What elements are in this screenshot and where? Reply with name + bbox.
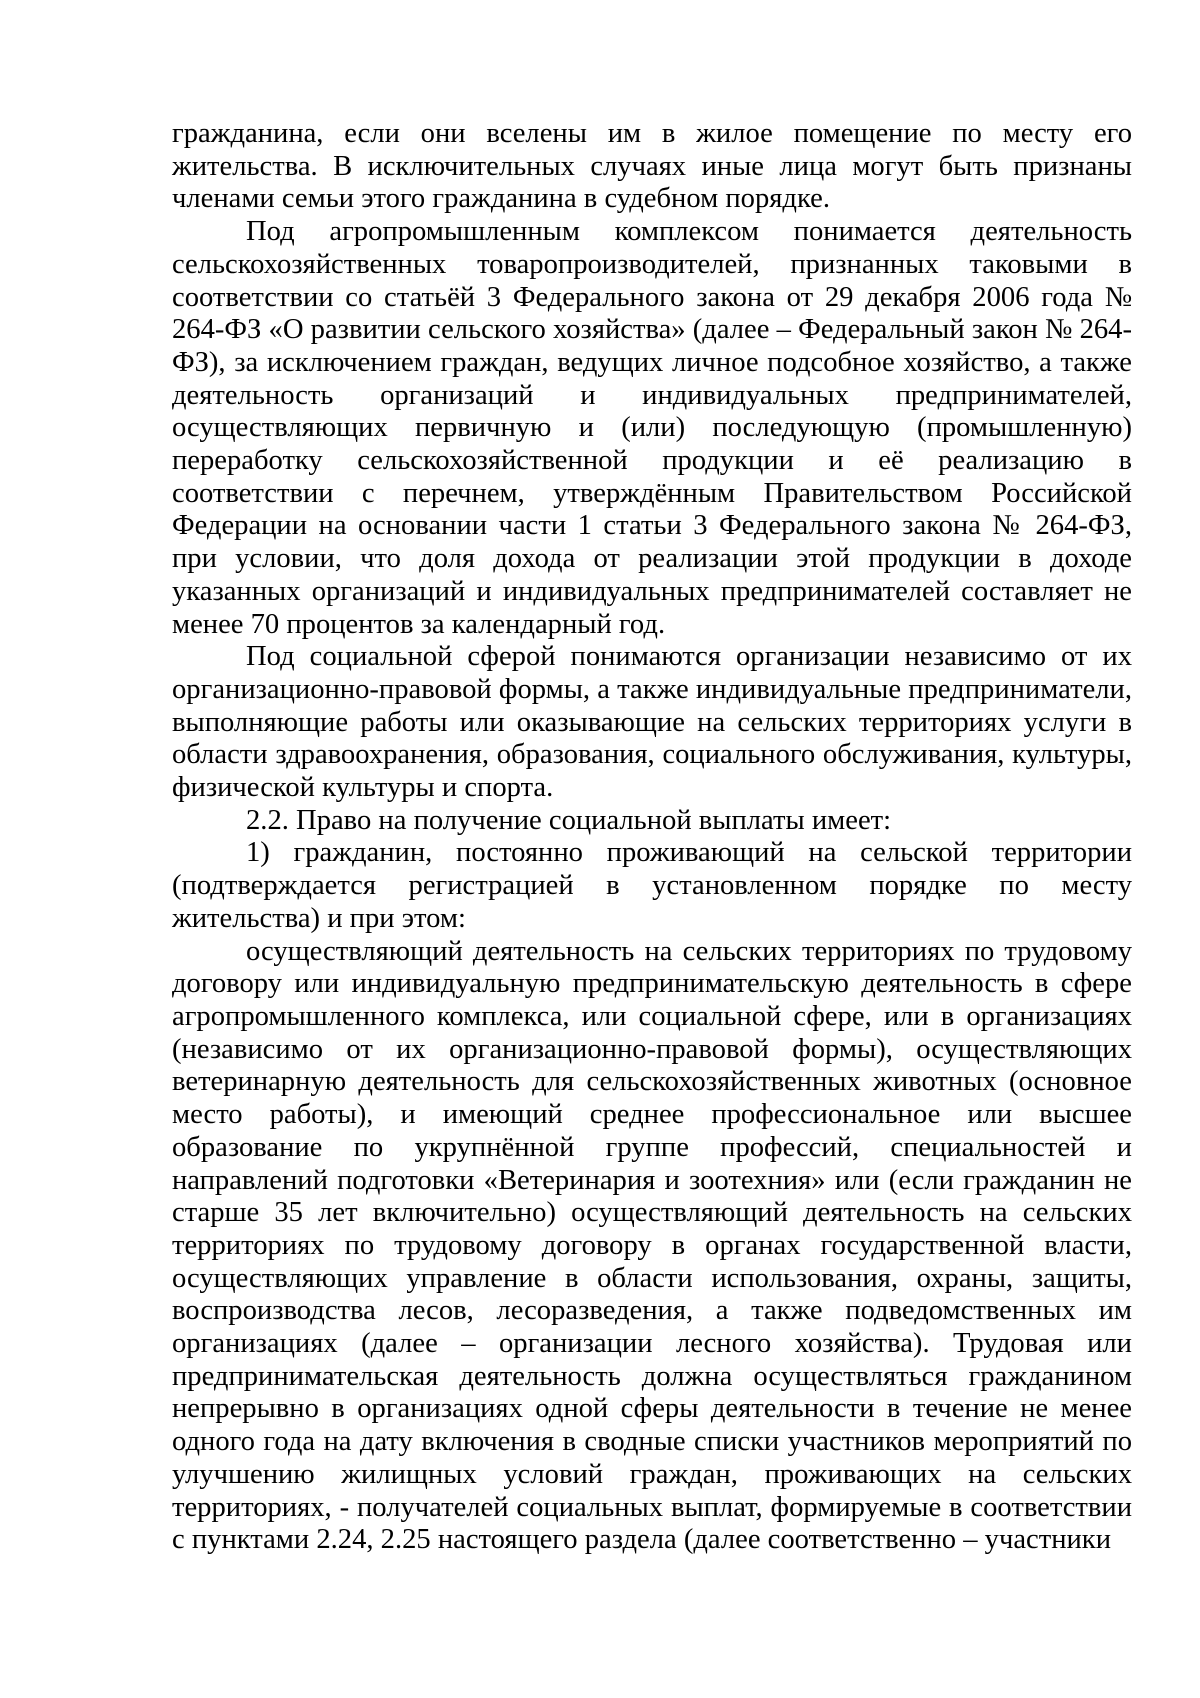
paragraph-social-sphere: Под социальной сферой понимаются организации независимо от их организационно-правовой формы, а также индивидуальные предприниматели, выполняющие работы или оказывающие на сельских территориях услуги в области здравоохранения, образования, социального обслуживания, культуры, физической культуры и спорта.	[172, 641, 1132, 804]
paragraph-employment-conditions: осуществляющий деятельность на сельских территориях по трудовому договору или индивидуальную предпринимательскую деятельность в сфере агропромышленного комплекса, или социальной сфере, или в организациях (независимо от их организационно-правовой формы), осуществляющих ветеринарную деятельность для сельскохозяйственных животных (основное место работы), и имеющий среднее профессиональное или высшее образование по укрупнённой группе профессий, специальностей и направлений подготовки «Ветеринария и зоотехния» или (если гражданин не старше 35 лет включительно) осуществляющий деятельность на сельских территориях по трудовому договору в органах государственной власти, осуществляющих управление в области использования, охраны, защиты, воспроизводства лесов, лесоразведения, а также подведомственных им организациях (далее – организации лесного хозяйства). Трудовая или предпринимательская деятельность должна осуществляться гражданином непрерывно в организациях одной сферы деятельности в течение не менее одного года на дату включения в сводные списки участников мероприятий по улучшению жилищных условий граждан, проживающих на сельских территориях, - получателей социальных выплат, формируемые в соответствии с пунктами 2.24, 2.25 настоящего раздела (далее соответственно – участники	[172, 935, 1132, 1556]
paragraph-item-1: 1) гражданин, постоянно проживающий на сельской территории (подтверждается регистрацией в установленном порядке по месту жительства) и при этом:	[172, 837, 1132, 934]
paragraph-family-members-continuation: гражданина, если они вселены им в жилое помещение по месту его жительства. В исключительных случаях иные лица могут быть признаны членами семьи этого гражданина в судебном порядке.	[172, 118, 1132, 215]
document-page	[172, 118, 1132, 1557]
paragraph-agro-industrial-complex: Под агропромышленным комплексом понимается деятельность сельскохозяйственных товаропроизводителей, признанных таковыми в соответствии со статьёй 3 Федерального закона от 29 декабря 2006 года № 264-ФЗ «О развитии сельского хозяйства» (далее – Федеральный закон № 264-ФЗ), за исключением граждан, ведущих личное подсобное хозяйство, а также деятельность организаций и индивидуальных предпринимателей, осуществляющих первичную и (или) последующую (промышленную) переработку сельскохозяйственной продукции и её реализацию в соответствии с перечнем, утверждённым Правительством Российской Федерации на основании части 1 статьи 3 Федерального закона № 264-ФЗ, при условии, что доля дохода от реализации этой продукции в доходе указанных организаций и индивидуальных предпринимателей составляет не менее 70 процентов за календарный год.	[172, 216, 1132, 640]
paragraph-section-2-2: 2.2. Право на получение социальной выплаты имеет:	[246, 804, 892, 836]
